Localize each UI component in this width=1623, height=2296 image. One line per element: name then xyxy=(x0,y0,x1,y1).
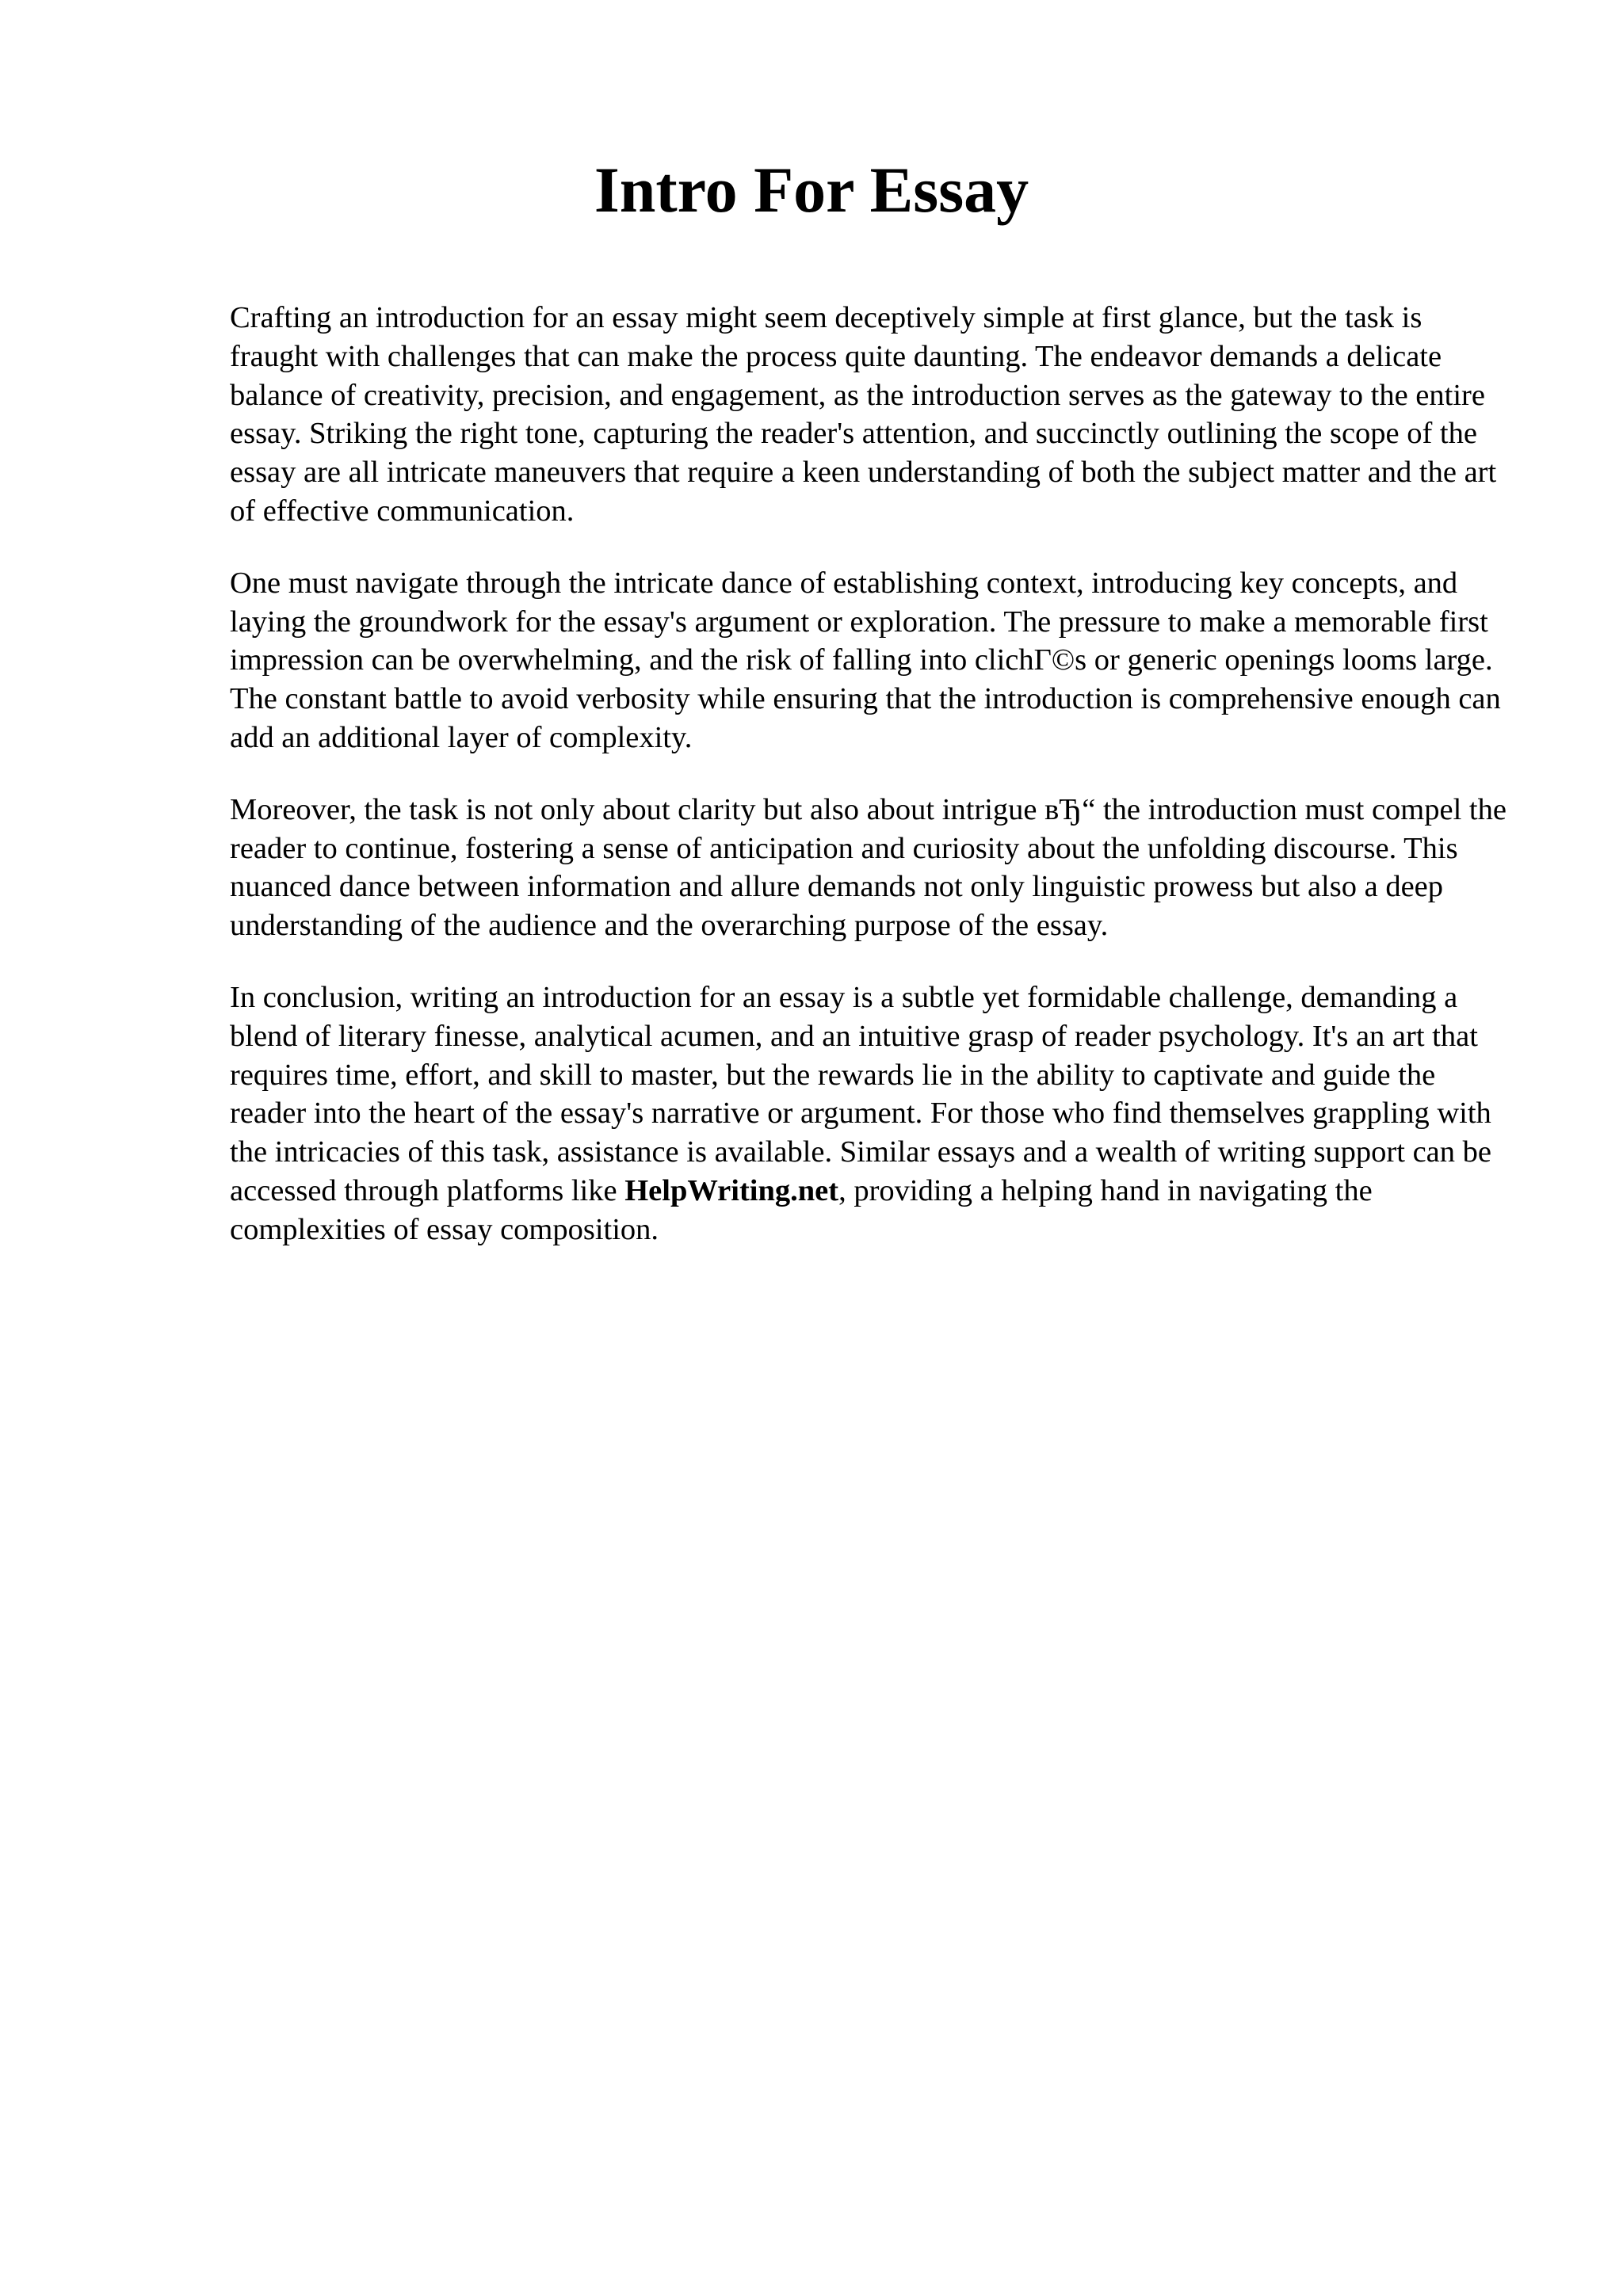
conclusion-tail: , providing a helping hand in navigating the complexities of essay composition. xyxy=(230,1173,1373,1246)
paragraph-1: Crafting an introduction for an essay might seem deceptively simple at first glance, but the task is fraught with challenges that can make the process quite daunting. The endeavor demands a delicate balance of creativity, precision, and engagement, as the introduction serves as the gateway to the entire essay. Striking the right tone, capturing the reader's attention, and succinctly outlining the scope of the essay are all intricate maneuvers that require a keen understanding of both the subject matter and the art of effective communication. xyxy=(230,301,1497,528)
paragraph-3: Moreover, the task is not only about clarity but also about intrigue вЂ“ the introduction must compel the reader to continue, fostering a sense of anticipation and curiosity about the unfolding discourse. This nuanced dance between information and allure demands not only linguistic prowess but also a deep understanding of the audience and the overarching purpose of the essay. xyxy=(230,792,1507,943)
document-title: Intro For Essay xyxy=(594,154,1029,226)
paragraph-4-conclusion xyxy=(230,978,1518,1249)
document-body xyxy=(230,299,1518,1283)
brand-link[interactable]: HelpWriting.net xyxy=(624,1173,839,1207)
paragraph-2: One must navigate through the intricate dance of establishing context, introducing key concepts, and laying the groundwork for the essay's argument or exploration. The pressure to make a memorable first impression can be overwhelming, and the risk of falling into clichГ©s or generic openings looms large. The constant battle to avoid verbosity while ensuring that the introduction is comprehensive enough can add an additional layer of complexity. xyxy=(230,566,1501,754)
conclusion-text: In conclusion, writing an introduction for an essay is a subtle yet formidable challenge, demanding a blend of literary finesse, analytical acumen, and an intuitive grasp of reader psychology. It's an art that requires time, effort, and skill to master, but the rewards lie in the ability to captivate and guide the reader into the heart of the essay's narrative or argument. For those who find themselves grappling with the intricacies of this task, assistance is available. Similar essays and a wealth of writing support can be accessed through platforms like xyxy=(230,980,1491,1207)
